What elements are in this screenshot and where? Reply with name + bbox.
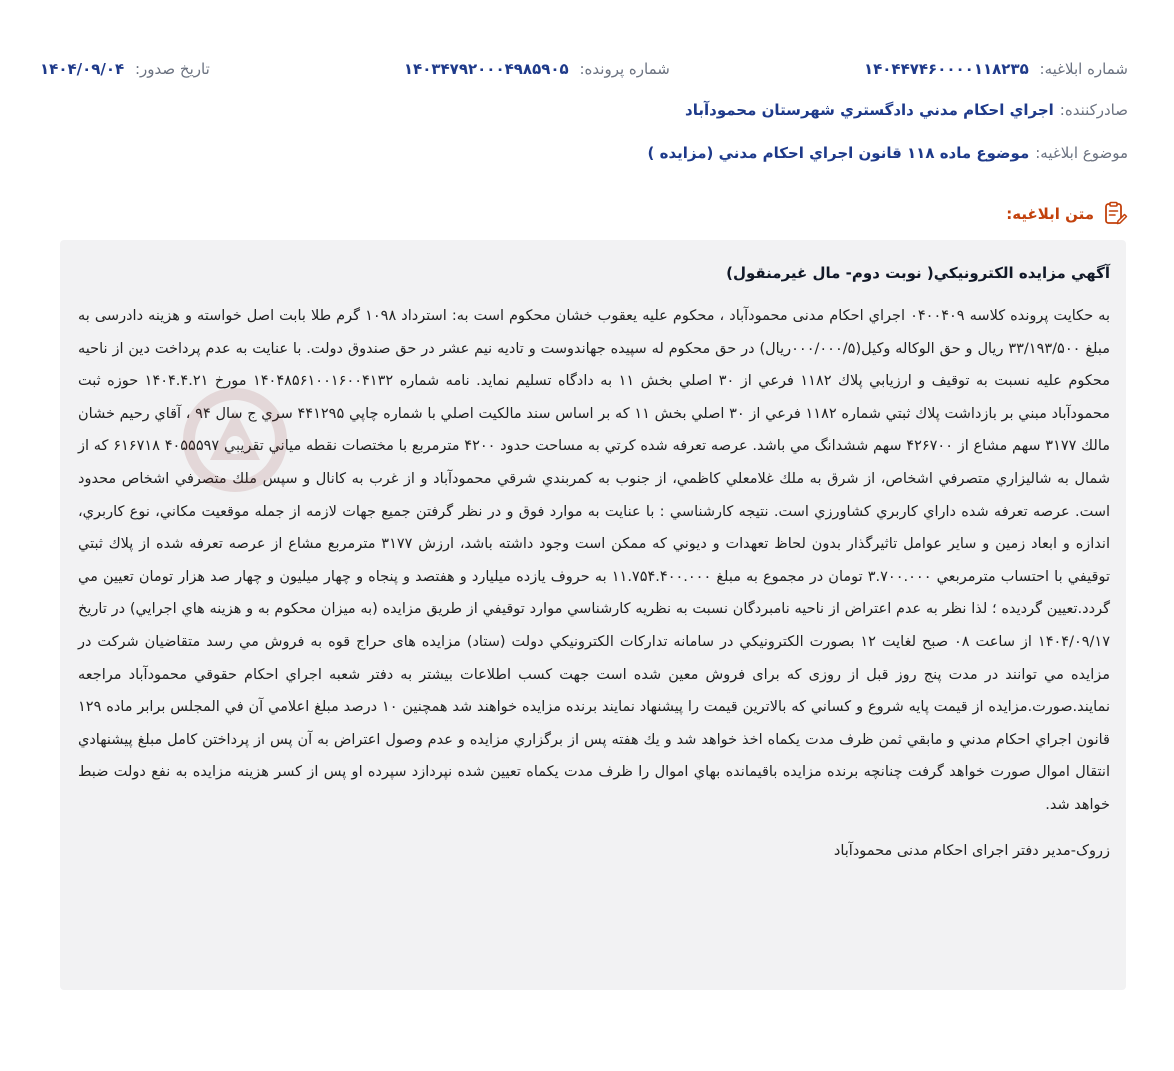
subject-value: موضوع ماده ۱۱۸ قانون اجراي احکام مدني (مزايده ) [647,144,1030,162]
notice-signature: زروک-مدير دفتر اجرای احکام مدنی محمودآباد [833,842,1110,859]
issue-date-label: تاريخ صدور: [135,60,210,78]
issuer-label: صادرکننده: [1059,101,1128,119]
notice-text-heading-label: متن ابلاغيه: [1006,205,1094,223]
subject-label: موضوع ابلاغيه: [1035,144,1128,162]
document-edit-icon [1102,201,1128,227]
notice-number-label: شماره ابلاغيه: [1039,60,1128,78]
notice-content-box [60,240,1126,990]
case-number [404,60,670,78]
issue-date [40,60,210,78]
case-number-value: ۱۴۰۳۴۷۹۲۰۰۰۴۹۸۵۹۰۵ [403,60,569,78]
notice-meta-row [40,56,1128,82]
notice-body: به حکایت پرونده کلاسه ۰۴۰۰۴۰۹ اجراي احکام مدنی محمودآباد ، محکوم علیه یعقوب خشان محکوم است به: استرداد ۱۰۹۸ گرم طلا بابت اصل خواسته و هزینه دادرسی به مبلغ ۳۳/۱۹۳/۵۰۰ ریال و حق الوکاله وکیل(۰۰۰/۰۰۰/۵ریال) در حق محکوم له سپیده جهاندوست و تادیه نیم عشر در حق صندوق دولت. با عنایت به عدم پرداخت دین از ناحیه محکوم علیه نسبت به توقیف و ارزیابي پلاك ۱۱۸۲ فرعي از ۳۰ اصلي بخش ۱۱ به دادگاه تسليم نمايد. نامه شماره ۱۴۰۴۸۵۶۱۰۰۱۶۰۰۴۱۳۲ مورخ ۱۴۰۴.۴.۲۱ حوزه ثبت محمودآباد مبني بر بازداشت پلاك ثبتي شماره ۱۱۸۲ فرعي از ۳۰ اصلي بخش ۱۱ که بر اساس سند مالکيت اصلي با شماره چاپي ۴۴۱۲۹۵ سري ج سال ۹۴ ، آقاي رحيم خشان مالك ۳۱۷۷ سهم مشاع از ۴۲۶۷۰۰ سهم ششدانگ مي باشد. عرصه تعرفه شده کرتي به مساحت حدود ۴۲۰۰ مترمربع با مختصات نقطه مياني تقريبي ۴۰۵۵۵۹۷ ۶۱۶۷۱۸ که از شمال به شاليزاري متصرفي اشخاص، از شرق به ملك غلامعلي کاظمي، از جنوب به کمربندي شرقي محمودآباد و از غرب به کانال و سپس ملك متصرفي اشخاص محدود است. عرصه تعرفه شده داراي کاربري کشاورزي است. نتيجه کارشناسي : با عنايت به موارد فوق و در نظر گرفتن جميع جهات لازمه از جمله موقعيت مکاني، نوع کاربري، اندازه و ابعاد زمين و ساير عوامل تاثيرگذار بدون لحاظ تعهدات و ديوني که ممکن است وجود داشته باشد، ارزش ۳۱۷۷ مترمربع مشاع از عرصه تعرفه شده از پلاك ثبتي توقيفي با احتساب مترمربعي ۳.۷۰۰.۰۰۰ تومان در مجموع به مبلغ ۱۱.۷۵۴.۴۰۰.۰۰۰ به حروف يازده ميليارد و هفتصد و پنجاه و چهار ميليون و چهار صد هزار تومان تعيين مي گردد.تعيين گرديده ؛ لذا نظر به عدم اعتراض از ناحيه نامبردگان نسبت به نظريه کارشناسي موارد توقيفي از طريق مزايده (به ميزان محکوم به و هزينه هاي اجرايي) در تاريخ ۱۴۰۴/۰۹/۱۷ از ساعت ۰۸ صبح لغايت ۱۲ بصورت الکترونيکي در سامانه تدارکات الکترونيکي دولت (ستاد) مزایده های حراج قوه به فروش مي رسد متقاضيان شرکت در مزايده مي توانند در مدت پنج روز قبل از روزی که برای فروش معين شده است جهت کسب اطلاعات بيشتر به دفتر شعبه اجراي احکام حقوقي محمودآباد مراجعه نمايند.صورت.مزايده از قيمت پايه شروع و کساني که بالاترين قيمت را پيشنهاد نمايند برنده مزايده خواهند شد همچنين ۱۰ درصد مبلغ اعلامي آن في المجلس برابر ماده ۱۲۹ قانون اجراي احکام مدني و مابقي ثمن ظرف مدت يکماه اخذ خواهد شد و يك هفته پس از برگزاري مزايده و عدم وصول اعتراض به آن پس از پرداختن کامل مبلغ پيشنهادي انتقال اموال صورت خواهد گرفت چنانچه برنده مزايده باقيمانده بهاي اموال را ظرف مدت يکماه تعيين شده نپردازد سپرده او پس از کسر هزينه مزايده به نفع دولت ضبط خواهد شد. [78,308,1111,813]
issuer-line [40,97,1128,123]
issue-date-value: ۱۴۰۴/۰۹/۰۴ [40,60,125,78]
subject-line [40,140,1128,166]
notice-text-heading [1006,200,1128,228]
notice-number [864,60,1128,78]
case-number-label: شماره پرونده: [579,60,670,78]
notice-number-value: ۱۴۰۴۴۷۴۶۰۰۰۰۱۱۸۲۳۵ [863,60,1029,78]
notice-title: آگهي مزايده الکترونيکي( نوبت دوم- مال غيرمنقول) [726,264,1110,282]
issuer-value: اجراي احکام مدني دادگستري شهرستان محمودآباد [685,101,1054,119]
